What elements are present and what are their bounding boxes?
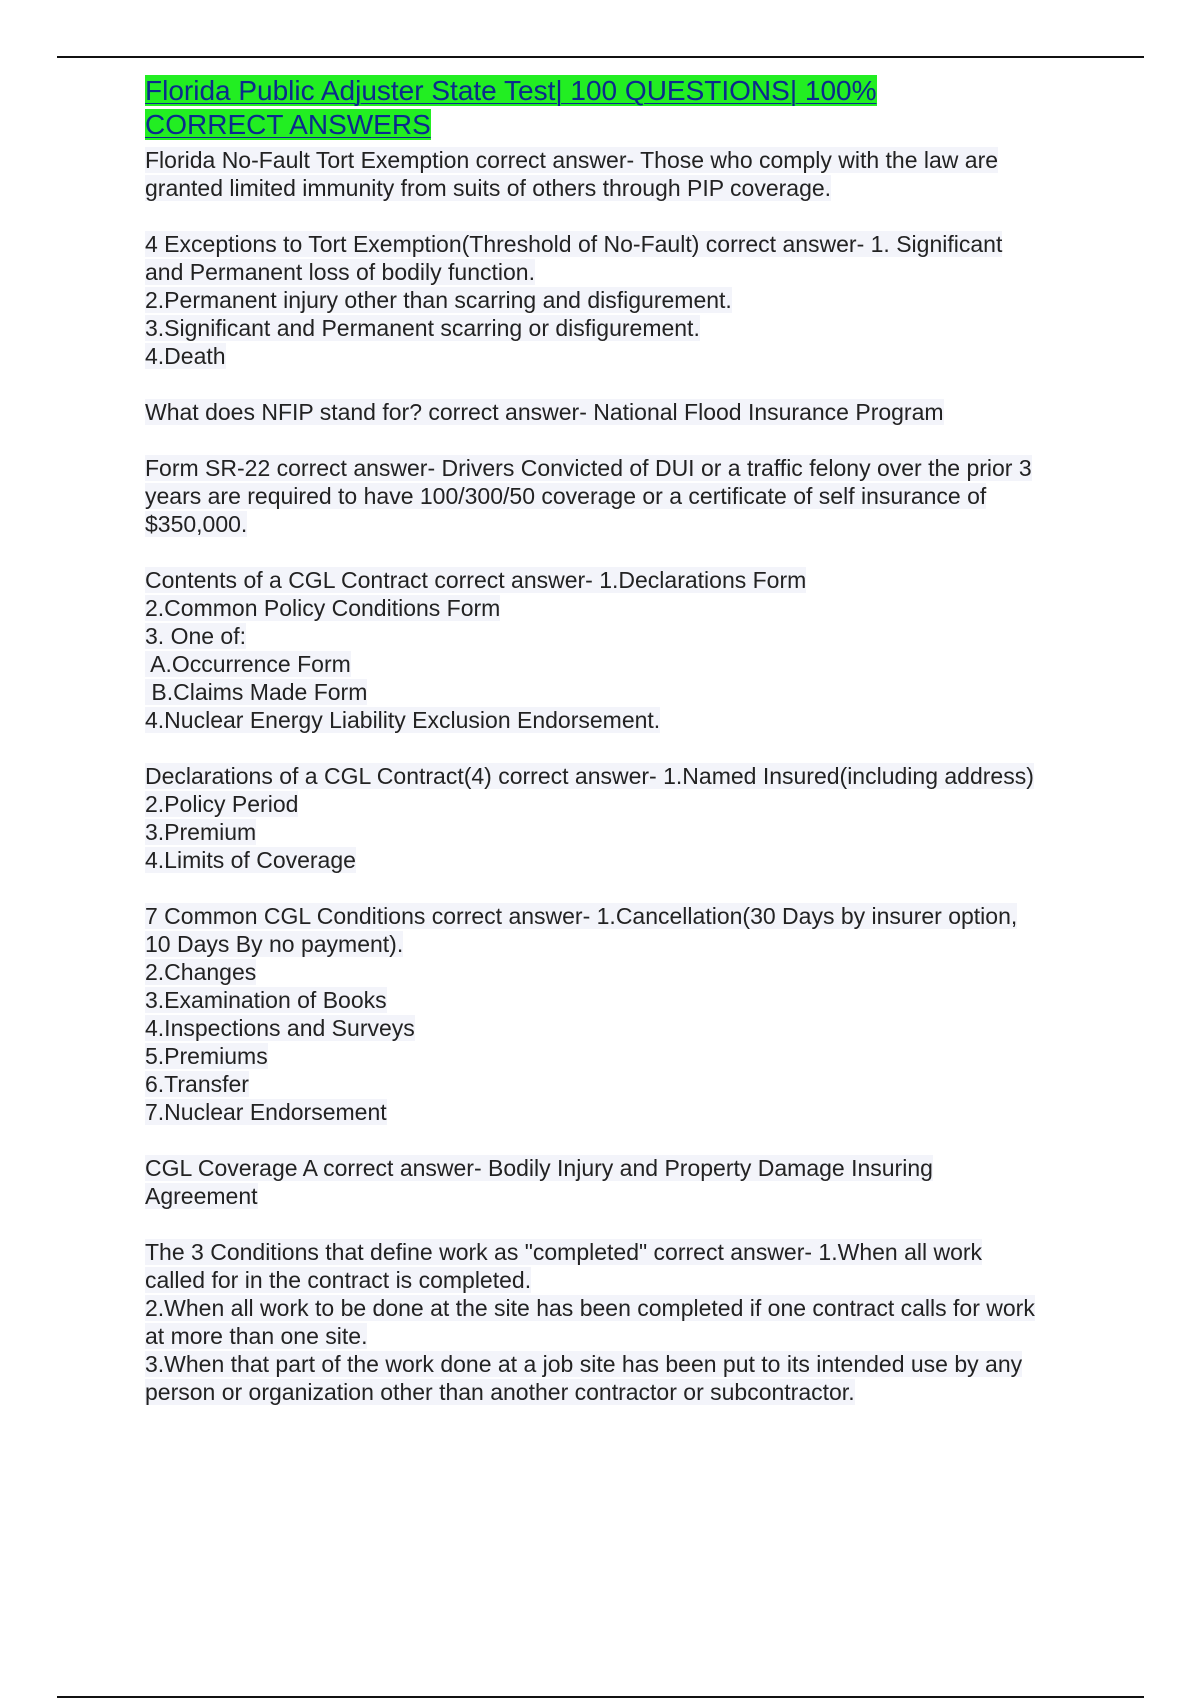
qa-line-text: A.Occurrence Form bbox=[145, 651, 351, 677]
page-bottom-rule bbox=[57, 1696, 1144, 1698]
qa-line-text: 7.Nuclear Endorsement bbox=[145, 1099, 387, 1125]
qa-line bbox=[145, 1294, 1085, 1322]
qa-line-text: 3.Examination of Books bbox=[145, 987, 387, 1013]
qa-item bbox=[145, 1154, 1085, 1210]
qa-line-text: 4.Death bbox=[145, 343, 226, 369]
qa-line-text: 3. One of: bbox=[145, 623, 247, 649]
qa-line-text: CGL Coverage A correct answer- Bodily Injury and Property Damage Insuring bbox=[145, 1155, 933, 1181]
qa-line bbox=[145, 986, 1085, 1014]
qa-line-text: 7 Common CGL Conditions correct answer- 1.Cancellation(30 Days by insurer option, bbox=[145, 903, 1018, 929]
document-title[interactable] bbox=[145, 74, 1085, 142]
qa-item bbox=[145, 1238, 1085, 1406]
qa-line-text: 2.When all work to be done at the site has been completed if one contract calls for work bbox=[145, 1295, 1035, 1321]
qa-line-text: What does NFIP stand for? correct answer- National Flood Insurance Program bbox=[145, 399, 944, 425]
qa-line-text: 10 Days By no payment). bbox=[145, 931, 404, 957]
qa-line bbox=[145, 1266, 1085, 1294]
qa-line bbox=[145, 678, 1085, 706]
qa-line-text: 4 Exceptions to Tort Exemption(Threshold of No-Fault) correct answer- 1. Significant bbox=[145, 231, 1003, 257]
qa-line-text: Agreement bbox=[145, 1183, 258, 1209]
qa-line-text: and Permanent loss of bodily function. bbox=[145, 259, 535, 285]
qa-line bbox=[145, 622, 1085, 650]
qa-line bbox=[145, 790, 1085, 818]
qa-line-text: person or organization other than another contractor or subcontractor. bbox=[145, 1379, 855, 1405]
document-body bbox=[145, 74, 1085, 1434]
qa-line bbox=[145, 846, 1085, 874]
qa-line-text: 3.Premium bbox=[145, 819, 257, 845]
qa-line bbox=[145, 1098, 1085, 1126]
qa-line-text: 2.Policy Period bbox=[145, 791, 299, 817]
qa-item bbox=[145, 146, 1085, 202]
qa-line-text: 6.Transfer bbox=[145, 1071, 249, 1097]
page-top-rule bbox=[57, 56, 1144, 58]
qa-line bbox=[145, 650, 1085, 678]
title-line-2[interactable]: CORRECT ANSWERS bbox=[145, 109, 431, 140]
qa-line bbox=[145, 958, 1085, 986]
qa-item bbox=[145, 454, 1085, 538]
qa-list bbox=[145, 146, 1085, 1406]
qa-line-text: called for in the contract is completed. bbox=[145, 1267, 532, 1293]
qa-line bbox=[145, 1042, 1085, 1070]
qa-line bbox=[145, 1350, 1085, 1378]
qa-line bbox=[145, 398, 1085, 426]
qa-item bbox=[145, 398, 1085, 426]
qa-line-text: 4.Nuclear Energy Liability Exclusion Endorsement. bbox=[145, 707, 661, 733]
qa-item bbox=[145, 902, 1085, 1126]
qa-line-text: Florida No-Fault Tort Exemption correct answer- Those who comply with the law are bbox=[145, 147, 999, 173]
qa-line bbox=[145, 930, 1085, 958]
qa-line-text: Contents of a CGL Contract correct answer- 1.Declarations Form bbox=[145, 567, 807, 593]
qa-line-text: 4.Limits of Coverage bbox=[145, 847, 356, 873]
qa-line-text: 2.Changes bbox=[145, 959, 257, 985]
qa-line bbox=[145, 286, 1085, 314]
qa-line bbox=[145, 314, 1085, 342]
qa-item bbox=[145, 762, 1085, 874]
qa-line bbox=[145, 1014, 1085, 1042]
qa-line bbox=[145, 258, 1085, 286]
qa-line-text: 2.Common Policy Conditions Form bbox=[145, 595, 501, 621]
qa-line-text: The 3 Conditions that define work as "completed" correct answer- 1.When all work bbox=[145, 1239, 983, 1265]
qa-line-text: 3.Significant and Permanent scarring or disfigurement. bbox=[145, 315, 700, 341]
qa-item bbox=[145, 566, 1085, 734]
qa-line-text: at more than one site. bbox=[145, 1323, 368, 1349]
qa-line bbox=[145, 1182, 1085, 1210]
qa-line bbox=[145, 1070, 1085, 1098]
qa-line bbox=[145, 762, 1085, 790]
qa-line-text: 2.Permanent injury other than scarring and disfigurement. bbox=[145, 287, 732, 313]
qa-line bbox=[145, 510, 1085, 538]
qa-line bbox=[145, 174, 1085, 202]
qa-line bbox=[145, 454, 1085, 482]
qa-line bbox=[145, 818, 1085, 846]
qa-line bbox=[145, 482, 1085, 510]
qa-line bbox=[145, 566, 1085, 594]
qa-line bbox=[145, 1154, 1085, 1182]
qa-line bbox=[145, 1238, 1085, 1266]
qa-line bbox=[145, 1322, 1085, 1350]
qa-line-text: Form SR-22 correct answer- Drivers Convicted of DUI or a traffic felony over the prior 3 bbox=[145, 455, 1032, 481]
qa-line-text: B.Claims Made Form bbox=[145, 679, 368, 705]
qa-line-text: $350,000. bbox=[145, 511, 248, 537]
qa-line bbox=[145, 230, 1085, 258]
qa-line-text: 4.Inspections and Surveys bbox=[145, 1015, 415, 1041]
qa-line bbox=[145, 1378, 1085, 1406]
qa-line bbox=[145, 342, 1085, 370]
qa-line bbox=[145, 146, 1085, 174]
qa-line-text: years are required to have 100/300/50 coverage or a certificate of self insurance of bbox=[145, 483, 987, 509]
qa-line-text: granted limited immunity from suits of others through PIP coverage. bbox=[145, 175, 832, 201]
title-line-1[interactable]: Florida Public Adjuster State Test| 100 QUESTIONS| 100% bbox=[145, 75, 877, 106]
qa-line bbox=[145, 706, 1085, 734]
qa-line bbox=[145, 902, 1085, 930]
qa-line-text: 3.When that part of the work done at a job site has been put to its intended use by any bbox=[145, 1351, 1023, 1377]
qa-line-text: Declarations of a CGL Contract(4) correct answer- 1.Named Insured(including address) bbox=[145, 763, 1034, 789]
qa-item bbox=[145, 230, 1085, 370]
qa-line bbox=[145, 594, 1085, 622]
qa-line-text: 5.Premiums bbox=[145, 1043, 268, 1069]
